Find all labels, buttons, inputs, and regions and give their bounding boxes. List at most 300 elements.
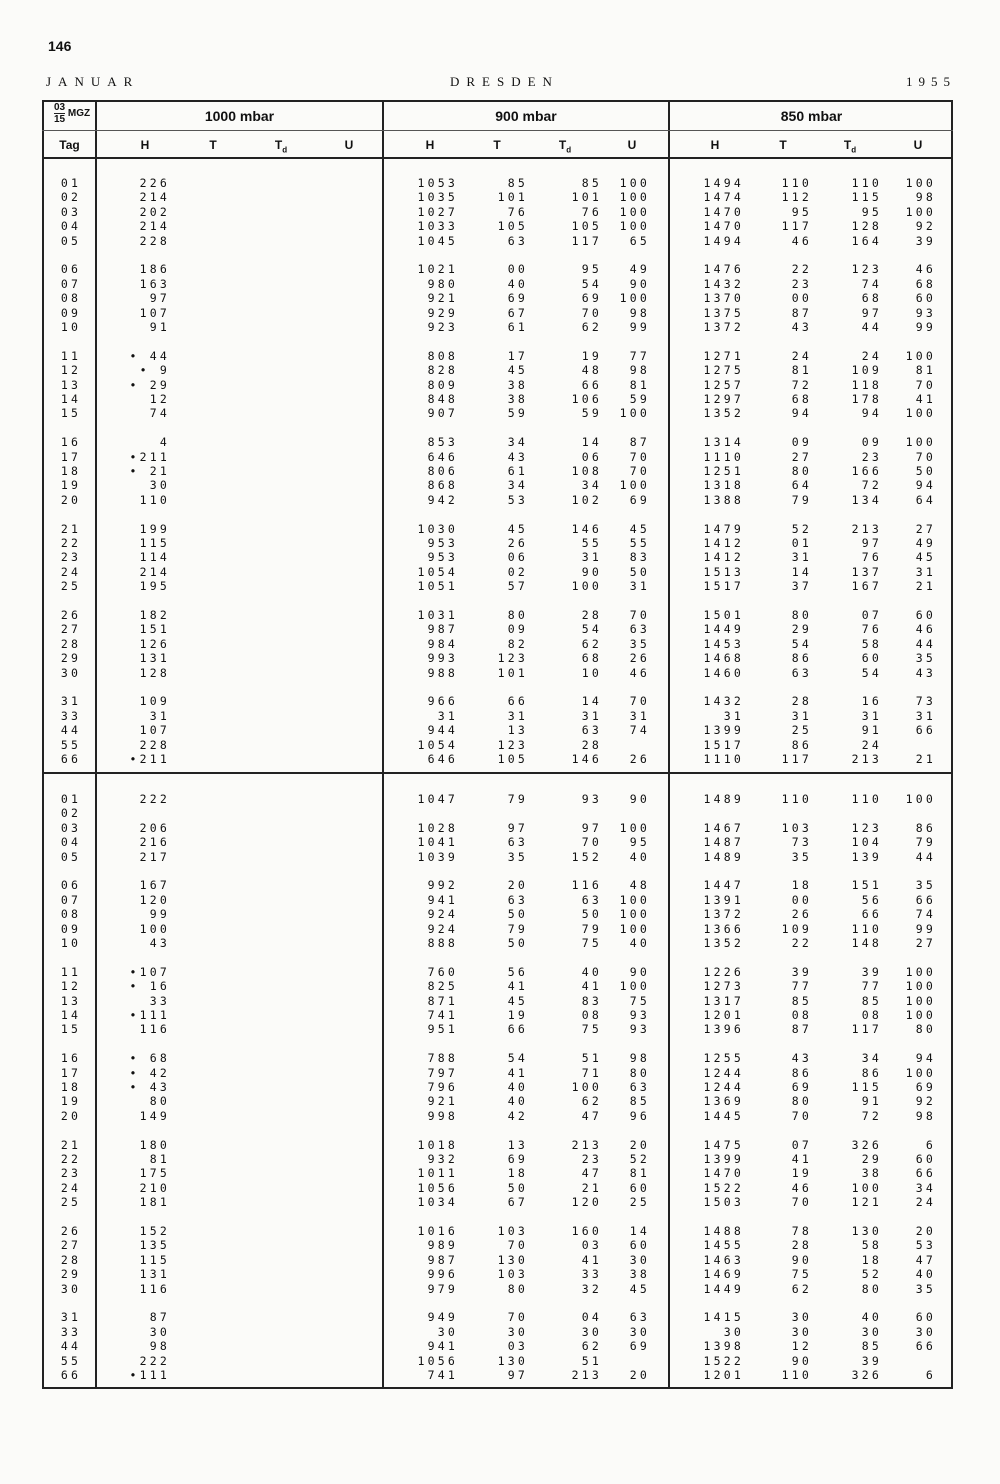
- cell-h900: 932: [427, 1152, 458, 1166]
- cell-h900: 888: [427, 936, 458, 950]
- cell-u850: 70: [915, 449, 936, 464]
- cell-u900: 98: [629, 363, 650, 378]
- cell-u850: 47: [915, 1252, 936, 1267]
- cell-t850: 22: [791, 262, 812, 277]
- cell-td900: 28: [581, 737, 602, 752]
- cell-h1000: 228: [139, 233, 170, 248]
- cell-h1000: •107: [129, 964, 170, 979]
- cell-td850: 178: [851, 392, 882, 406]
- cell-h850: 1369: [703, 1094, 744, 1109]
- cell-tag: 07: [60, 276, 82, 291]
- cell-h900: 1039: [417, 849, 458, 864]
- cell-t900: 63: [507, 233, 528, 248]
- cell-td900: 51: [581, 1353, 602, 1368]
- level-900: 900 mbar: [495, 108, 557, 124]
- cell-td850: 60: [861, 651, 882, 666]
- cell-u850: 34: [915, 1180, 936, 1195]
- cell-h850: 1517: [703, 737, 744, 752]
- cell-t900: 43: [507, 449, 528, 464]
- cell-u850: 100: [905, 348, 936, 363]
- cell-h850: 1494: [703, 233, 744, 248]
- cell-tag: 10: [60, 320, 82, 334]
- cell-tag: 44: [60, 723, 82, 738]
- cell-td900: 106: [571, 392, 602, 406]
- cell-t850: 103: [781, 820, 812, 835]
- cell-t850: 41: [791, 1152, 812, 1166]
- cell-td850: 58: [861, 1238, 882, 1253]
- cell-h900: 809: [427, 377, 458, 392]
- cell-t850: 01: [791, 536, 812, 550]
- cell-td900: 75: [581, 936, 602, 950]
- cell-h850: 1375: [703, 305, 744, 320]
- cell-u850: 66: [915, 1166, 936, 1181]
- cell-t850: 24: [791, 348, 812, 363]
- cell-td900: 54: [581, 276, 602, 291]
- cell-td900: 63: [581, 723, 602, 738]
- cell-u900: 45: [629, 1281, 650, 1296]
- cell-h850: 1275: [703, 363, 744, 378]
- cell-td900: 95: [581, 262, 602, 277]
- cell-h900: 1041: [417, 835, 458, 850]
- cell-t850: 70: [791, 1195, 812, 1210]
- cell-t900: 57: [507, 579, 528, 594]
- cell-td900: 31: [581, 708, 602, 723]
- cell-tag: 13: [60, 993, 82, 1008]
- cell-tag: 33: [60, 1324, 82, 1339]
- cell-tag: 19: [60, 1094, 82, 1109]
- cell-td900: 62: [581, 1094, 602, 1109]
- cell-td900: 19: [581, 348, 602, 363]
- cell-td850: 39: [861, 1353, 882, 1368]
- cell-h850: 1244: [703, 1065, 744, 1080]
- cell-h900: 929: [427, 305, 458, 320]
- divider-tag: [95, 100, 97, 1389]
- cell-td900: 117: [571, 233, 602, 248]
- cell-t900: 38: [507, 377, 528, 392]
- cell-td850: 08: [861, 1008, 882, 1022]
- cell-td900: 116: [571, 878, 602, 893]
- cell-t850: 80: [791, 1094, 812, 1109]
- col-td-1000: $T_d$: [274, 138, 288, 155]
- cell-tag: 33: [60, 708, 82, 723]
- cell-h900: 923: [427, 320, 458, 334]
- cell-u900: 60: [629, 1238, 650, 1253]
- cell-tag: 24: [60, 564, 82, 579]
- cell-h850: 1469: [703, 1267, 744, 1282]
- cell-h1000: 4: [159, 435, 170, 450]
- cell-t850: 80: [791, 608, 812, 622]
- cell-h1000: •111: [129, 1368, 170, 1382]
- cell-h850: 1432: [703, 694, 744, 709]
- cell-t850: 46: [791, 1180, 812, 1195]
- cell-td850: 91: [861, 1094, 882, 1109]
- cell-tag: 01: [60, 792, 82, 806]
- cell-h850: 1317: [703, 993, 744, 1008]
- cell-u850: 92: [915, 1094, 936, 1109]
- cell-h1000: 116: [139, 1022, 170, 1037]
- cell-t900: 67: [507, 305, 528, 320]
- cell-h850: 30: [723, 1324, 744, 1339]
- cell-td850: 24: [861, 348, 882, 363]
- cell-u900: 90: [629, 792, 650, 806]
- cell-h850: 1388: [703, 492, 744, 507]
- cell-td900: 85: [581, 176, 602, 190]
- cell-u900: 30: [629, 1324, 650, 1339]
- cell-h850: 1501: [703, 608, 744, 622]
- cell-h1000: 109: [139, 694, 170, 709]
- cell-h1000: 114: [139, 550, 170, 565]
- cell-u850: 80: [915, 1022, 936, 1037]
- cell-t850: 52: [791, 521, 812, 536]
- cell-td850: 66: [861, 907, 882, 922]
- cell-td900: 100: [571, 579, 602, 594]
- cell-t900: 103: [497, 1267, 528, 1282]
- cell-u900: 100: [619, 176, 650, 190]
- cell-h850: 1476: [703, 262, 744, 277]
- cell-u900: 100: [619, 820, 650, 835]
- cell-td900: 47: [581, 1166, 602, 1181]
- cell-u900: 80: [629, 1065, 650, 1080]
- cell-u900: 30: [629, 1252, 650, 1267]
- cell-tag: 28: [60, 636, 82, 651]
- cell-t850: 23: [791, 276, 812, 291]
- cell-u850: 100: [905, 1008, 936, 1022]
- cell-h850: 1370: [703, 291, 744, 306]
- cell-t900: 66: [507, 694, 528, 709]
- cell-t850: 72: [791, 377, 812, 392]
- cell-h1000: 131: [139, 651, 170, 666]
- cell-u850: 100: [905, 964, 936, 979]
- cell-h1000: 199: [139, 521, 170, 536]
- cell-h850: 1271: [703, 348, 744, 363]
- cell-t850: 46: [791, 233, 812, 248]
- cell-h1000: 149: [139, 1108, 170, 1123]
- cell-td850: 139: [851, 849, 882, 864]
- cell-h1000: 167: [139, 878, 170, 893]
- cell-h1000: 214: [139, 219, 170, 234]
- cell-t850: 19: [791, 1166, 812, 1181]
- cell-tag: 18: [60, 1080, 82, 1094]
- cell-tag: 25: [60, 1195, 82, 1210]
- cell-td900: 105: [571, 219, 602, 234]
- cell-td900: 41: [581, 1252, 602, 1267]
- cell-tag: 55: [60, 737, 82, 752]
- cell-tag: 05: [60, 849, 82, 864]
- cell-u850: 45: [915, 550, 936, 565]
- cell-td900: 71: [581, 1065, 602, 1080]
- cell-t850: 78: [791, 1224, 812, 1238]
- cell-td900: 10: [581, 665, 602, 680]
- cell-t900: 61: [507, 320, 528, 334]
- cell-h900: 941: [427, 1339, 458, 1354]
- cell-h850: 1110: [703, 752, 744, 766]
- cell-u850: 100: [905, 979, 936, 994]
- cell-h1000: 214: [139, 564, 170, 579]
- cell-h850: 1399: [703, 723, 744, 738]
- cell-h1000: 202: [139, 204, 170, 219]
- cell-h900: 31: [437, 708, 458, 723]
- cell-td850: 56: [861, 892, 882, 907]
- cell-td850: 164: [851, 233, 882, 248]
- cell-t900: 03: [507, 1339, 528, 1354]
- cell-h1000: 151: [139, 622, 170, 637]
- cell-tag: 14: [60, 1008, 82, 1022]
- cell-h850: 1474: [703, 190, 744, 205]
- cell-h900: 1047: [417, 792, 458, 806]
- cell-tag: 16: [60, 435, 82, 450]
- cell-u900: 77: [629, 348, 650, 363]
- cell-h1000: 107: [139, 723, 170, 738]
- cell-h850: 1487: [703, 835, 744, 850]
- cell-td900: 75: [581, 1022, 602, 1037]
- cell-t900: 26: [507, 536, 528, 550]
- cell-u850: 60: [915, 1310, 936, 1325]
- cell-t900: 35: [507, 849, 528, 864]
- cell-td850: 94: [861, 406, 882, 421]
- cell-t850: 43: [791, 1051, 812, 1066]
- cell-h900: 825: [427, 979, 458, 994]
- cell-td900: 51: [581, 1051, 602, 1066]
- col-u-850: U: [913, 138, 923, 152]
- cell-u850: 100: [905, 176, 936, 190]
- cell-h850: 1489: [703, 792, 744, 806]
- cell-h900: 992: [427, 878, 458, 893]
- cell-h850: 1475: [703, 1137, 744, 1152]
- cell-td850: 137: [851, 564, 882, 579]
- cell-td850: 85: [861, 1339, 882, 1354]
- cell-td900: 213: [571, 1137, 602, 1152]
- cell-td900: 08: [581, 1008, 602, 1022]
- cell-u900: 31: [629, 708, 650, 723]
- cell-td850: 31: [861, 708, 882, 723]
- cell-u900: 52: [629, 1152, 650, 1166]
- cell-t850: 39: [791, 964, 812, 979]
- cell-u900: 25: [629, 1195, 650, 1210]
- cell-td900: 101: [571, 190, 602, 205]
- cell-h1000: • 68: [129, 1051, 170, 1066]
- cell-td850: 123: [851, 820, 882, 835]
- cell-h1000: 182: [139, 608, 170, 622]
- cell-h900: 1034: [417, 1195, 458, 1210]
- cell-u900: 70: [629, 694, 650, 709]
- cell-tag: 27: [60, 622, 82, 637]
- cell-t900: 82: [507, 636, 528, 651]
- cell-t850: 110: [781, 792, 812, 806]
- cell-u850: 100: [905, 792, 936, 806]
- cell-tag: 20: [60, 1108, 82, 1123]
- cell-h850: 1110: [703, 449, 744, 464]
- cell-t850: 31: [791, 708, 812, 723]
- cell-u900: 63: [629, 622, 650, 637]
- cell-h900: 924: [427, 907, 458, 922]
- cell-tag: 06: [60, 262, 82, 277]
- cell-tag: 15: [60, 1022, 82, 1037]
- cell-h900: 760: [427, 964, 458, 979]
- cell-u850: 100: [905, 435, 936, 450]
- cell-h850: 1255: [703, 1051, 744, 1066]
- cell-h850: 1314: [703, 435, 744, 450]
- cell-h1000: 74: [149, 406, 170, 421]
- cell-h900: 1028: [417, 820, 458, 835]
- cell-t900: 40: [507, 1094, 528, 1109]
- mgz-label: $\frac{03}{15}$ MGZ: [54, 102, 91, 125]
- cell-h1000: •211: [129, 752, 170, 766]
- cell-td850: 68: [861, 291, 882, 306]
- cell-u850: 24: [915, 1195, 936, 1210]
- level-850: 850 mbar: [780, 108, 843, 124]
- col-td-850: $T_d$: [843, 138, 857, 155]
- cell-h900: 996: [427, 1267, 458, 1282]
- cell-h850: 1470: [703, 204, 744, 219]
- cell-td850: 77: [861, 979, 882, 994]
- cell-u900: 83: [629, 550, 650, 565]
- cell-t900: 130: [497, 1252, 528, 1267]
- cell-u850: 50: [915, 464, 936, 478]
- cell-tag: 03: [60, 820, 82, 835]
- cell-td850: 07: [861, 608, 882, 622]
- cell-h900: 1027: [417, 204, 458, 219]
- cell-t850: 94: [791, 406, 812, 421]
- cell-td850: 72: [861, 478, 882, 493]
- cell-u850: 98: [915, 1108, 936, 1123]
- cell-u850: 99: [915, 921, 936, 936]
- cell-td900: 04: [581, 1310, 602, 1325]
- cell-td850: 39: [861, 964, 882, 979]
- cell-td850: 97: [861, 536, 882, 550]
- cell-td850: 40: [861, 1310, 882, 1325]
- cell-u900: 96: [629, 1108, 650, 1123]
- cell-h850: 1517: [703, 579, 744, 594]
- cell-td850: 117: [851, 1022, 882, 1037]
- cell-u900: 90: [629, 964, 650, 979]
- cell-t900: 53: [507, 492, 528, 507]
- cell-h850: 1449: [703, 1281, 744, 1296]
- cell-u850: 94: [915, 1051, 936, 1066]
- cell-td900: 50: [581, 907, 602, 922]
- cell-t900: 76: [507, 204, 528, 219]
- col-t-1000: T: [209, 138, 217, 152]
- cell-h850: 1468: [703, 651, 744, 666]
- cell-t850: 30: [791, 1324, 812, 1339]
- cell-u900: 59: [629, 392, 650, 406]
- divider-900: [668, 100, 670, 1389]
- cell-t900: 63: [507, 835, 528, 850]
- cell-h1000: 100: [139, 921, 170, 936]
- cell-h850: 1453: [703, 636, 744, 651]
- cell-h900: 1054: [417, 564, 458, 579]
- cell-t850: 73: [791, 835, 812, 850]
- cell-u900: 35: [629, 636, 650, 651]
- cell-h850: 1273: [703, 979, 744, 994]
- cell-t900: 80: [507, 1281, 528, 1296]
- cell-tag: 66: [60, 752, 82, 766]
- cell-t850: 25: [791, 723, 812, 738]
- cell-td900: 03: [581, 1238, 602, 1253]
- col-u-900: U: [627, 138, 637, 152]
- cell-td850: 23: [861, 449, 882, 464]
- cell-u900: 31: [629, 579, 650, 594]
- cell-td850: 130: [851, 1224, 882, 1238]
- cell-h1000: •211: [129, 449, 170, 464]
- cell-tag: 11: [60, 964, 82, 979]
- cell-u850: 46: [915, 622, 936, 637]
- cell-t850: 43: [791, 320, 812, 334]
- cell-h850: 1455: [703, 1238, 744, 1253]
- cell-t850: 54: [791, 636, 812, 651]
- cell-u900: 63: [629, 1080, 650, 1094]
- cell-td850: 97: [861, 305, 882, 320]
- cell-h1000: 131: [139, 1267, 170, 1282]
- cell-u850: 64: [915, 492, 936, 507]
- cell-tag: 29: [60, 1267, 82, 1282]
- cell-h900: 788: [427, 1051, 458, 1066]
- cell-td900: 100: [571, 1080, 602, 1094]
- cell-t850: 08: [791, 1008, 812, 1022]
- cell-h850: 1398: [703, 1339, 744, 1354]
- header-rule-columns: [42, 157, 953, 159]
- cell-t900: 79: [507, 792, 528, 806]
- cell-tag: 44: [60, 1339, 82, 1354]
- cell-h1000: 97: [149, 291, 170, 306]
- cell-t850: 18: [791, 878, 812, 893]
- cell-h850: 1391: [703, 892, 744, 907]
- cell-h900: 951: [427, 1022, 458, 1037]
- cell-t850: 00: [791, 892, 812, 907]
- cell-h850: 1201: [703, 1368, 744, 1382]
- cell-h900: 1053: [417, 176, 458, 190]
- cell-h900: 868: [427, 478, 458, 493]
- cell-h850: 1470: [703, 1166, 744, 1181]
- cell-h900: 1056: [417, 1353, 458, 1368]
- cell-h1000: • 43: [129, 1080, 170, 1094]
- cell-h900: 1045: [417, 233, 458, 248]
- cell-h900: 1051: [417, 579, 458, 594]
- cell-td900: 23: [581, 1152, 602, 1166]
- cell-tag: 21: [60, 521, 82, 536]
- cell-t850: 26: [791, 907, 812, 922]
- cell-t900: 59: [507, 406, 528, 421]
- cell-t900: 20: [507, 878, 528, 893]
- cell-t900: 97: [507, 1368, 528, 1382]
- cell-td900: 213: [571, 1368, 602, 1382]
- cell-t900: 41: [507, 1065, 528, 1080]
- cell-t850: 14: [791, 564, 812, 579]
- cell-t900: 54: [507, 1051, 528, 1066]
- cell-u850: 92: [915, 219, 936, 234]
- cell-tag: 30: [60, 665, 82, 680]
- cell-u850: 27: [915, 936, 936, 950]
- cell-t850: 00: [791, 291, 812, 306]
- cell-td850: 118: [851, 377, 882, 392]
- cell-u850: 40: [915, 1267, 936, 1282]
- cell-td900: 33: [581, 1267, 602, 1282]
- cell-h1000: 135: [139, 1238, 170, 1253]
- cell-u900: 81: [629, 377, 650, 392]
- cell-h1000: • 29: [129, 377, 170, 392]
- cell-t850: 09: [791, 435, 812, 450]
- cell-td850: 123: [851, 262, 882, 277]
- cell-t850: 77: [791, 979, 812, 994]
- cell-t900: 61: [507, 464, 528, 478]
- cell-td900: 93: [581, 792, 602, 806]
- cell-u900: 69: [629, 1339, 650, 1354]
- cell-td900: 30: [581, 1324, 602, 1339]
- cell-t900: 06: [507, 550, 528, 565]
- cell-h900: 828: [427, 363, 458, 378]
- cell-td900: 108: [571, 464, 602, 478]
- cell-t900: 70: [507, 1238, 528, 1253]
- cell-td850: 54: [861, 665, 882, 680]
